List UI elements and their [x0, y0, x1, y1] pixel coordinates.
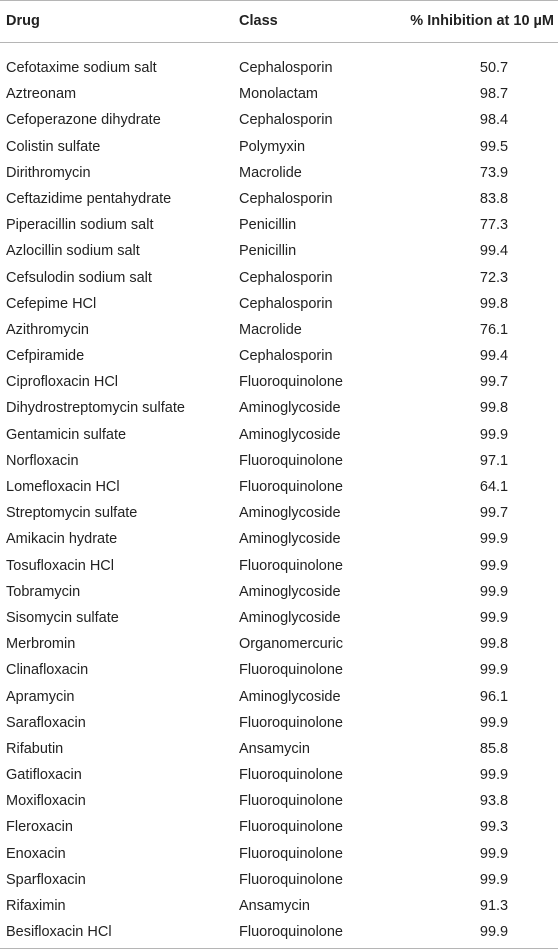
cell-inhibition: 77.3 — [479, 217, 509, 234]
cell-class: Cephalosporin — [239, 60, 333, 76]
table-row — [0, 369, 558, 395]
table-row — [0, 500, 558, 526]
table-row — [0, 265, 558, 291]
cell-drug: Aztreonam — [6, 86, 77, 103]
cell-drug: Lomefloxacin HCl — [6, 479, 120, 495]
cell-inhibition: 99.9 — [479, 426, 509, 443]
cell-drug: Cefsulodin sodium salt — [6, 269, 152, 286]
cell-drug: Rifaximin — [6, 898, 66, 914]
cell-class: Penicillin — [239, 217, 297, 234]
cell-inhibition: 97.1 — [479, 452, 509, 469]
table-row — [0, 814, 558, 840]
cell-drug: Ciprofloxacin HCl — [6, 374, 119, 391]
column-header-class: Class — [239, 13, 278, 29]
cell-drug: Sisomycin sulfate — [6, 609, 119, 626]
cell-drug: Sparfloxacin — [6, 871, 86, 888]
cell-class: Macrolide — [239, 164, 302, 181]
cell-drug: Fleroxacin — [6, 819, 73, 836]
cell-class: Fluoroquinolone — [239, 714, 343, 731]
cell-inhibition: 93.8 — [479, 793, 509, 810]
cell-drug: Enoxacin — [6, 845, 66, 862]
table-row — [0, 657, 558, 683]
cell-class: Fluoroquinolone — [239, 479, 343, 495]
cell-inhibition: 73.9 — [479, 164, 509, 181]
cell-inhibition: 99.9 — [479, 662, 509, 679]
cell-inhibition: 99.9 — [479, 767, 509, 784]
table-row — [0, 526, 558, 552]
cell-class: Fluoroquinolone — [239, 871, 343, 888]
cell-drug: Azlocillin sodium salt — [6, 243, 140, 260]
cell-class: Cephalosporin — [239, 348, 333, 365]
table-row — [0, 631, 558, 657]
cell-inhibition: 99.3 — [479, 819, 509, 836]
cell-drug: Ceftazidime pentahydrate — [6, 190, 172, 207]
cell-class: Cephalosporin — [239, 190, 333, 207]
cell-inhibition: 99.4 — [479, 243, 509, 260]
cell-inhibition: 99.8 — [479, 400, 509, 417]
cell-drug: Azithromycin — [6, 321, 89, 338]
table-row — [0, 55, 558, 81]
column-header-drug: Drug — [6, 13, 40, 29]
cell-drug: Amikacin hydrate — [6, 531, 118, 548]
table-row — [0, 317, 558, 343]
cell-inhibition: 99.8 — [479, 295, 509, 312]
cell-class: Aminoglycoside — [239, 583, 341, 600]
column-header-inhibition: % Inhibition at 10 µM — [410, 13, 554, 29]
cell-inhibition: 99.9 — [479, 557, 509, 574]
table-row — [0, 710, 558, 736]
cell-inhibition: 99.9 — [479, 871, 509, 888]
cell-drug: Cefpiramide — [6, 348, 85, 365]
cell-class: Cephalosporin — [239, 112, 333, 129]
table-row — [0, 134, 558, 160]
cell-inhibition: 99.9 — [479, 714, 509, 731]
cell-drug: Dihydrostreptomycin sulfate — [6, 400, 185, 417]
table-row — [0, 762, 558, 788]
cell-drug: Piperacillin sodium salt — [6, 217, 154, 234]
cell-class: Fluoroquinolone — [239, 767, 343, 784]
cell-inhibition: 99.9 — [479, 845, 509, 862]
table-row — [0, 395, 558, 421]
table-row — [0, 893, 558, 919]
cell-class: Polymyxin — [239, 138, 306, 155]
cell-drug: Besifloxacin HCl — [6, 924, 112, 941]
table-row — [0, 605, 558, 631]
cell-drug: Apramycin — [6, 688, 75, 705]
cell-inhibition: 99.9 — [479, 583, 509, 600]
table-row — [0, 579, 558, 605]
cell-class: Aminoglycoside — [239, 609, 341, 626]
table-row — [0, 238, 558, 264]
cell-class: Aminoglycoside — [239, 531, 341, 548]
cell-class: Fluoroquinolone — [239, 819, 343, 836]
cell-drug: Gatifloxacin — [6, 767, 82, 784]
cell-class: Cephalosporin — [239, 269, 333, 286]
table-row — [0, 422, 558, 448]
cell-drug: Merbromin — [6, 636, 76, 653]
cell-class: Fluoroquinolone — [239, 662, 343, 679]
cell-class: Fluoroquinolone — [239, 557, 343, 574]
cell-inhibition: 99.9 — [479, 531, 509, 548]
cell-class: Aminoglycoside — [239, 505, 341, 522]
cell-inhibition: 64.1 — [479, 479, 509, 495]
cell-class: Aminoglycoside — [239, 688, 341, 705]
cell-inhibition: 99.9 — [479, 609, 509, 626]
cell-class: Penicillin — [239, 243, 297, 260]
table-header-row — [0, 1, 558, 42]
cell-drug: Norfloxacin — [6, 452, 79, 469]
cell-inhibition: 98.4 — [479, 112, 509, 129]
cell-inhibition: 85.8 — [479, 740, 509, 757]
table-row — [0, 841, 558, 867]
table-row — [0, 867, 558, 893]
cell-class: Fluoroquinolone — [239, 793, 343, 810]
cell-drug: Moxifloxacin — [6, 793, 86, 810]
cell-drug: Streptomycin sulfate — [6, 505, 138, 522]
table-row — [0, 186, 558, 212]
cell-inhibition: 99.9 — [479, 924, 509, 941]
cell-inhibition: 83.8 — [479, 190, 509, 207]
cell-inhibition: 72.3 — [479, 269, 509, 286]
cell-class: Organomercuric — [239, 636, 343, 653]
cell-class: Ansamycin — [239, 898, 310, 914]
cell-inhibition: 96.1 — [479, 688, 509, 705]
table-row — [0, 343, 558, 369]
table-row — [0, 736, 558, 762]
cell-drug: Rifabutin — [6, 740, 64, 757]
cell-class: Aminoglycoside — [239, 426, 341, 443]
table-row — [0, 212, 558, 238]
cell-class: Fluoroquinolone — [239, 924, 343, 941]
cell-class: Cephalosporin — [239, 295, 333, 312]
table-header-rule — [0, 42, 558, 43]
cell-drug: Colistin sulfate — [6, 138, 101, 155]
table-row — [0, 448, 558, 474]
cell-inhibition: 98.7 — [479, 86, 509, 103]
table-row — [0, 684, 558, 710]
cell-inhibition: 91.3 — [479, 898, 509, 914]
table-row — [0, 107, 558, 133]
cell-class: Aminoglycoside — [239, 400, 341, 417]
cell-inhibition: 99.7 — [479, 374, 509, 391]
cell-drug: Clinafloxacin — [6, 662, 89, 679]
table-row — [0, 81, 558, 107]
cell-drug: Cefoperazone dihydrate — [6, 112, 161, 129]
table-row — [0, 919, 558, 945]
cell-inhibition: 99.8 — [479, 636, 509, 653]
table-row — [0, 553, 558, 579]
cell-drug: Gentamicin sulfate — [6, 426, 127, 443]
cell-drug: Tosufloxacin HCl — [6, 557, 114, 574]
cell-drug: Cefotaxime sodium salt — [6, 60, 157, 76]
cell-drug: Tobramycin — [6, 583, 81, 600]
cell-class: Fluoroquinolone — [239, 452, 343, 469]
cell-drug: Cefepime HCl — [6, 295, 97, 312]
cell-class: Monolactam — [239, 86, 318, 103]
cell-inhibition: 50.7 — [479, 60, 509, 76]
table-row — [0, 291, 558, 317]
cell-class: Macrolide — [239, 321, 302, 338]
cell-inhibition: 99.5 — [479, 138, 509, 155]
cell-inhibition: 76.1 — [479, 321, 509, 338]
table-row — [0, 788, 558, 814]
cell-class: Fluoroquinolone — [239, 374, 343, 391]
cell-inhibition: 99.4 — [479, 348, 509, 365]
cell-drug: Sarafloxacin — [6, 714, 86, 731]
table-row — [0, 160, 558, 186]
cell-drug: Dirithromycin — [6, 164, 91, 181]
cell-class: Fluoroquinolone — [239, 845, 343, 862]
table-body — [0, 55, 558, 945]
cell-class: Ansamycin — [239, 740, 310, 757]
table-row — [0, 474, 558, 500]
cell-inhibition: 99.7 — [479, 505, 509, 522]
table-bottom-rule — [0, 948, 558, 949]
